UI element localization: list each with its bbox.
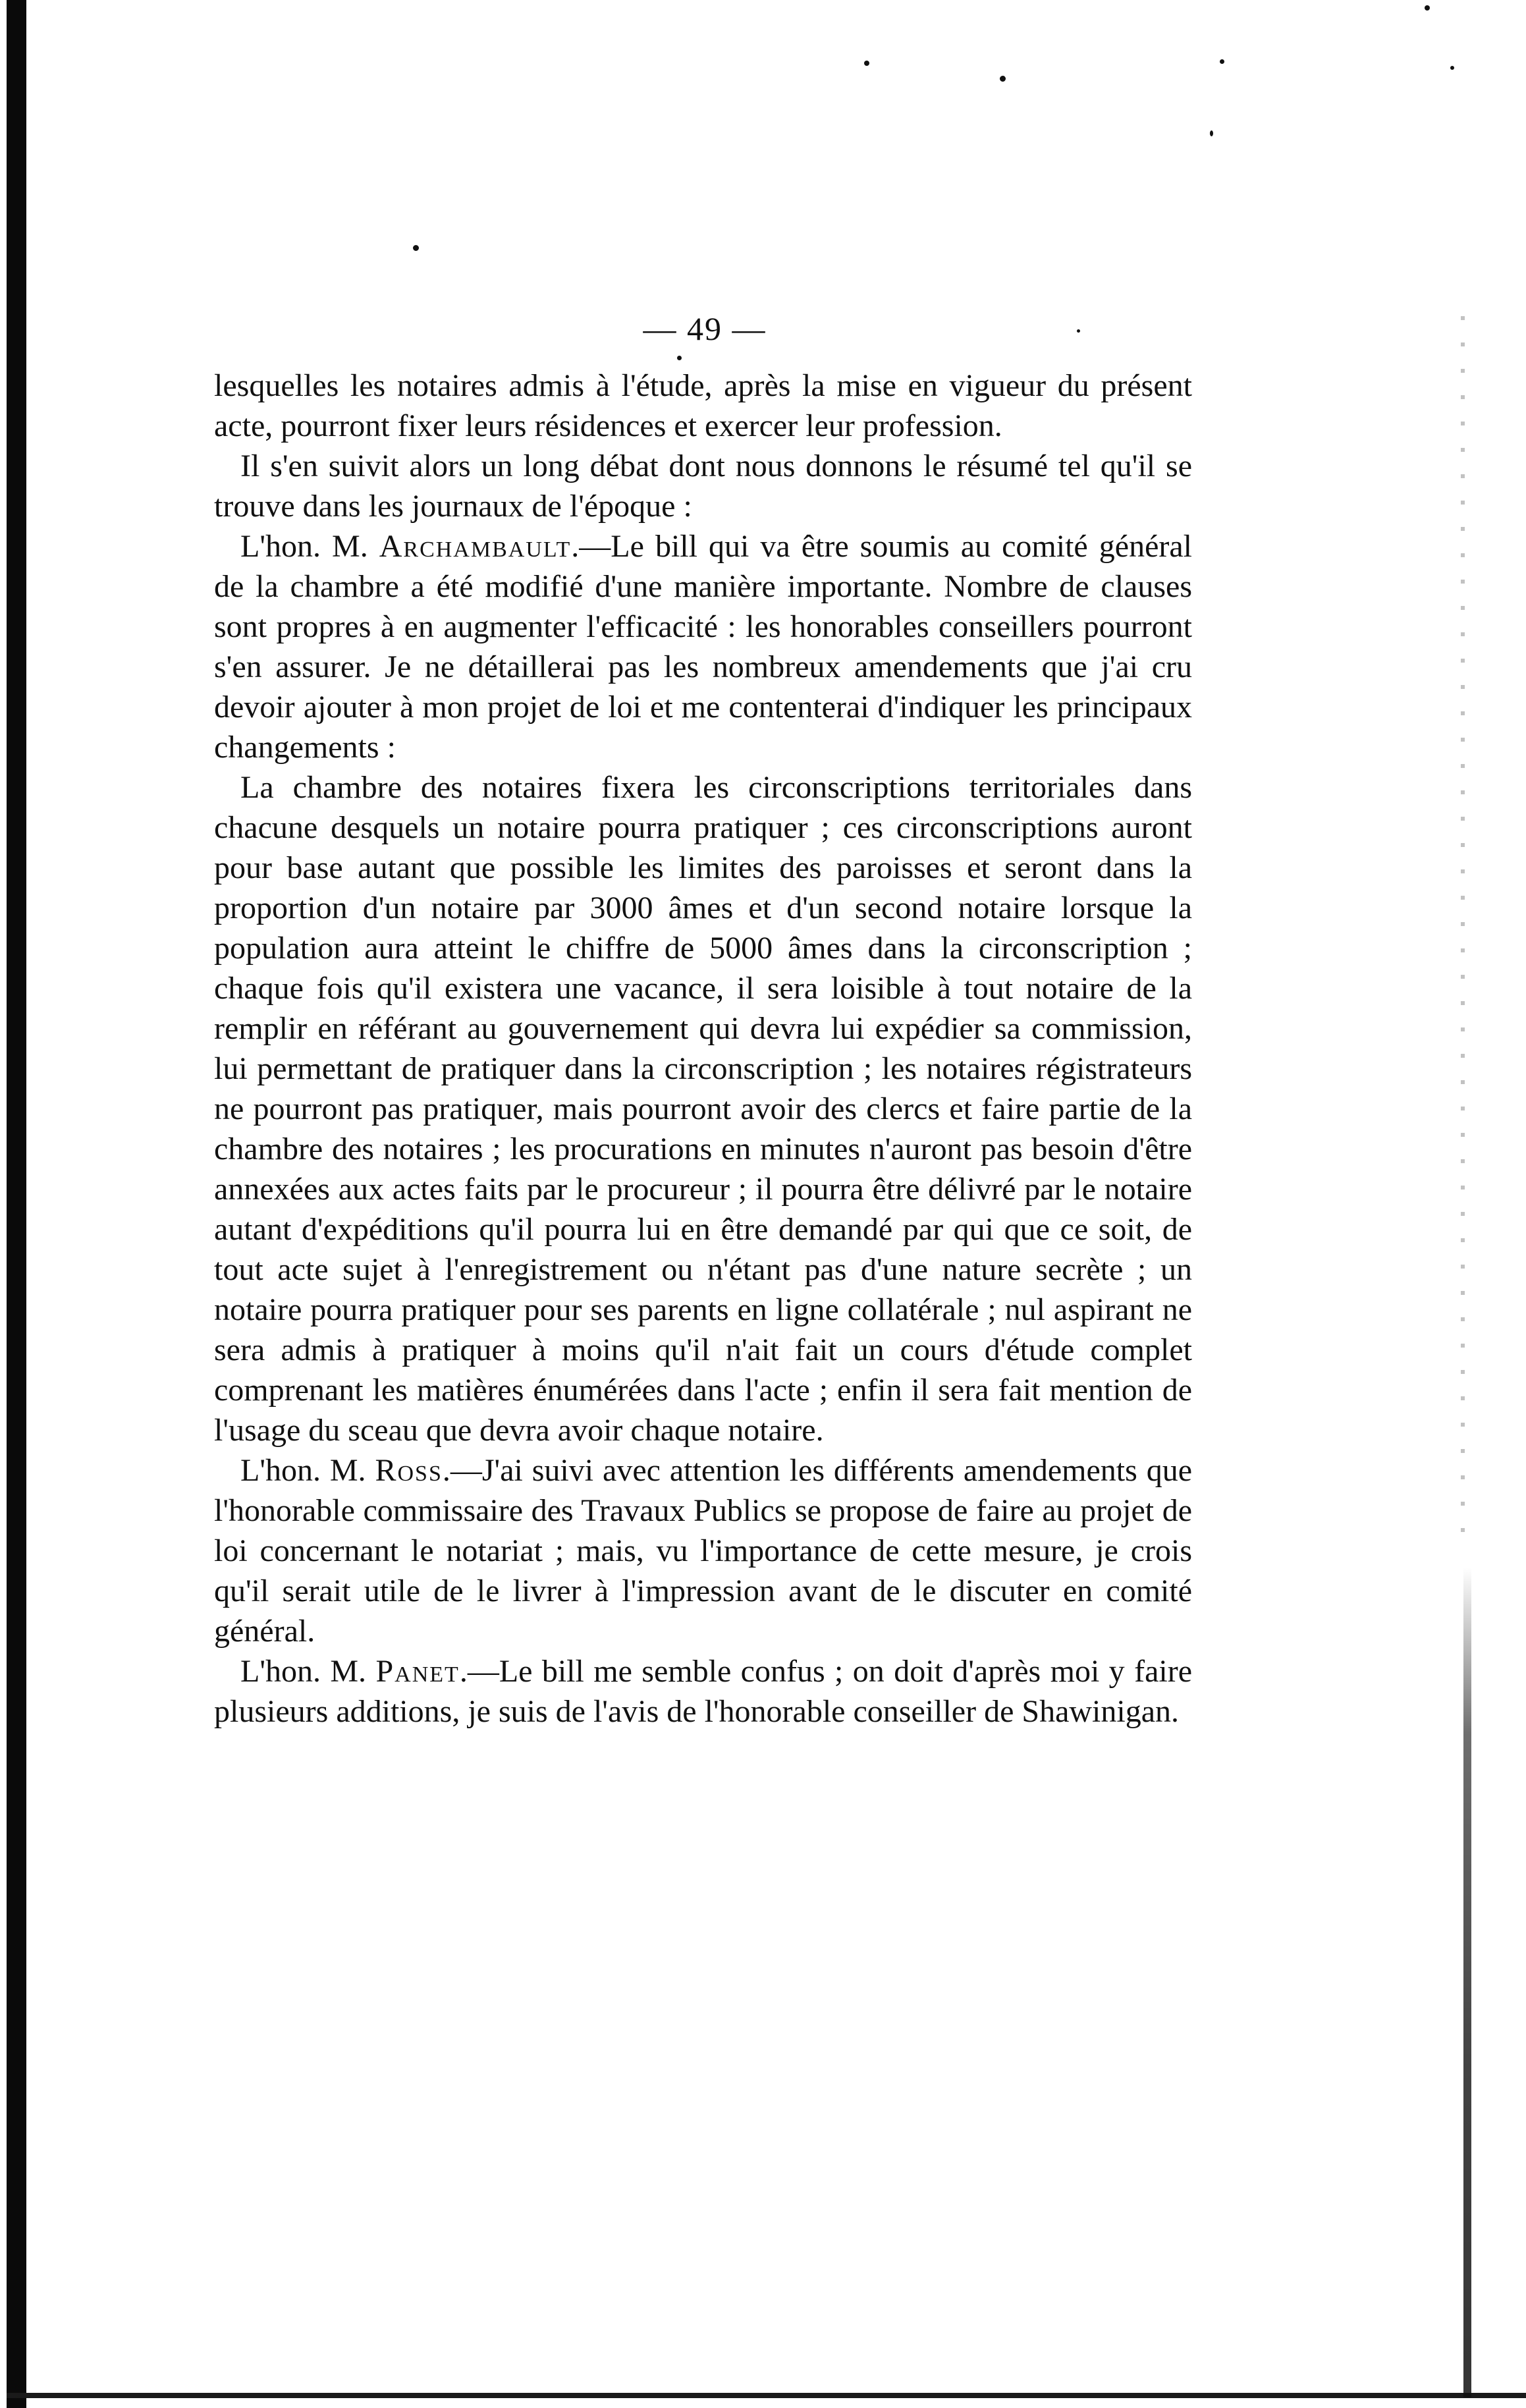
scan-edge-right [1463, 1568, 1471, 2397]
scan-speck [1000, 76, 1006, 82]
page-number: — 49 — [643, 310, 767, 347]
speech-text: .—Le bill qui va être soumis au comité général de la chambre a été modifié d'une manière importante. Nombre de clauses sont propres à en augmenter l'efficacité : les honorables conseillers pourront s'en assurer. Je ne détaillerai pas les nombreux amendements que j'ai cru devoir ajouter à mon projet de loi et me contenterai d'indiquer les principaux changements : [214, 529, 1192, 765]
scan-speck [1077, 329, 1080, 333]
scan-edge-left [7, 0, 26, 2408]
scan-speck [1425, 5, 1430, 11]
paragraph-speech-ross [214, 1450, 1192, 1651]
speaker-name: Panet [375, 1654, 460, 1689]
paragraph-speech-archambault [214, 526, 1192, 767]
speaker-name: Archambault [379, 529, 572, 564]
body-text [214, 366, 1192, 1732]
scan-edge-right-marks [1461, 316, 1465, 1535]
paragraph-speech-panet [214, 1651, 1192, 1732]
scan-speck [677, 356, 682, 360]
scan-speck [413, 245, 419, 251]
paragraph-intro [214, 446, 1192, 526]
scan-speck [1210, 130, 1213, 136]
speaker-name: Ross [375, 1453, 443, 1488]
speech-text: .—Le bill me semble confus ; on doit d'après moi y faire plusieurs additions, je suis de l'avis de l'honorable conseiller de Shawinigan. [214, 1654, 1192, 1729]
speaker-prefix: L'hon. M. [240, 1453, 366, 1488]
paragraph-text: lesquelles les notaires admis à l'étude, après la mise en vigueur du présent acte, pourront fixer leurs résidences et exercer leur profession. [214, 368, 1192, 443]
speaker-prefix: L'hon. M. [240, 529, 368, 564]
scan-edge-bottom [7, 2393, 1526, 2398]
scan-speck [1220, 59, 1224, 64]
paragraph-continuation [214, 366, 1192, 446]
speech-text: .—J'ai suivi avec attention les différents amendements que l'honorable commissaire des Travaux Publics se propose de faire au projet de loi concernant le notariat ; mais, vu l'importance de cette mesure, je crois qu'il serait utile de le livrer à l'impression avant de le discuter en comité général. [214, 1453, 1193, 1649]
paragraph-text: Il s'en suivit alors un long débat dont nous donnons le résumé tel qu'il se trouve dans les journaux de l'époque : [214, 449, 1192, 524]
paragraph-changes-list [214, 767, 1192, 1450]
speaker-prefix: L'hon. M. [240, 1654, 367, 1689]
scan-speck [864, 61, 869, 66]
scan-speck [1450, 66, 1454, 70]
paragraph-text: La chambre des notaires fixera les circonscriptions territoriales dans chacune desquels un notaire pourra pratiquer ; ces circonscriptions auront pour base autant que possible les limites des paroisses et seront dans la proportion d'un notaire par 3000 âmes et d'un second notaire lorsque la population aura atteint le chiffre de 5000 âmes dans la circonscription ; chaque fois qu'il existera une vacance, il sera loisible à tout notaire de la remplir en référant au gouvernement qui devra lui expédier sa commission, lui permettant de pratiquer dans la circonscription ; les notaires régistrateurs ne pourront pas pratiquer, mais pourront avoir des clercs et faire partie de la chambre des notaires ; les procurations en minutes n'auront pas besoin d'être annexées aux actes faits par le procureur ; il pourra être délivré par le notaire autant d'expéditions qu'il pourra lui en être demandé par qui que ce soit, de tout acte sujet à l'enregistrement ou n'étant pas d'une nature secrète ; un notaire pourra pratiquer pour ses parents en ligne collatérale ; nul aspirant ne sera admis à pratiquer à moins qu'il n'ait fait un cours d'étude complet comprenant les matières énumérées dans l'acte ; enfin il sera fait mention de l'usage du sceau que devra avoir chaque notaire. [214, 770, 1192, 1448]
